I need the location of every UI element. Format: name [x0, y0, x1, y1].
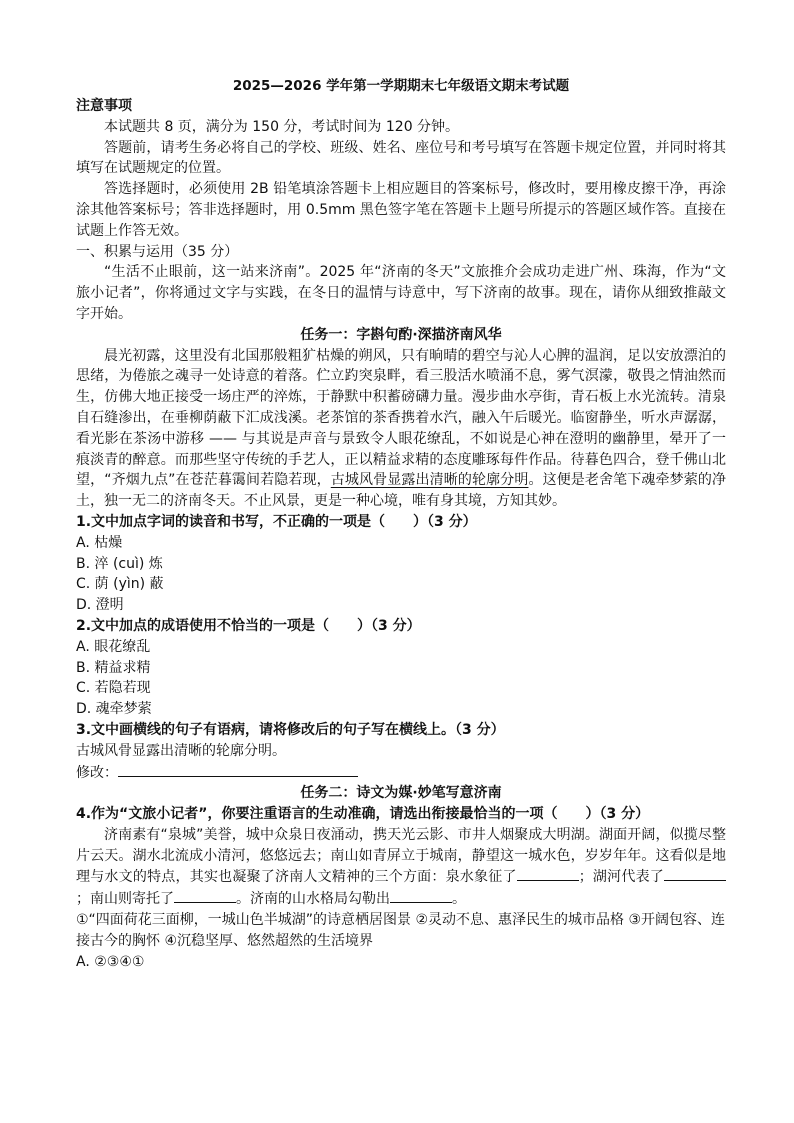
notice-item-3: 答选择题时，必须使用 2B 铅笔填涂答题卡上相应题目的答案标号，修改时，要用橡皮擦干净，再涂涂其他答案标号；答非选择题时，用 0.5mm 黑色签字笔在答题卡上题号所提示的答题区域作答。直接在试题上作答无效。 [76, 181, 726, 239]
notice-item-2: 答题前，请考生务必将自己的学校、班级、姓名、座位号和考号填写在答题卡规定位置，并同时将其填写在试题规定的位置。 [76, 139, 726, 177]
task2-heading: 任务二：诗文为媒·妙笔写意济南 [300, 785, 502, 802]
q4-text-d: 。济南的山水格局勾勒出 [236, 891, 390, 908]
notice-heading: 注意事项 [76, 98, 132, 114]
exam-title: 2025—2026 学年第一学期期末七年级语文期末考试题 [232, 78, 570, 94]
question-1-stem: 1.文中加点字词的读音和书写，不正确的一项是（ ）（3 分） [76, 513, 477, 530]
section-intro: “生活不止眼前，这一站来济南”。2025 年“济南的冬天”文旅推介会成功走进广州、珠海，作为“文旅小记者”，你将通过文字与实践，在冬日的温情与诗意中，写下济南的故事。现在，请你从细致推敲文字开始。 [76, 264, 726, 322]
question-1-option-b: B. 淬 (cuì) 炼 [76, 555, 163, 572]
q4-text-b: ；湖河代表了 [578, 869, 665, 886]
section-heading: 一、积累与运用（35 分） [76, 243, 239, 260]
passage-text-before: 晨光初露，这里没有北国那般粗犷枯燥的朔风，只有晌晴的碧空与沁人心脾的温润，足以安放漂泊的思绪，为倦旅之魂寻一处诗意的着落。伫立趵突泉畔，看三股活水喷涌不息，雾气溟濛，敬畏之情油然而生，仿佛大地正接受一场庄严的淬炼，于静默中积蓄磅礴力量。漫步曲水亭街，青石板上水光流转。清泉自石缝渗出，在垂柳荫蔽下汇成浅溪。老茶馆的茶香携着水汽，融入午后暖光。临窗静坐，听水声潺潺，看光影在茶汤中游移 —— 与其说是声音与景致令人眼花缭乱，不如说是心神在澄明的幽静里，晕开了一痕淡青的醉意。而那些坚守传统的手艺人，正以精益求精的态度雕琢每件作品。待暮色四合，登千佛山北望，“齐烟九点”在苍茫暮霭间若隐若现， [76, 347, 726, 489]
notice-item-1: 本试题共 8 页，满分为 150 分，考试时间为 120 分钟。 [104, 118, 460, 135]
question-2-option-b: B. 精益求精 [76, 659, 151, 676]
answer-blank-4[interactable] [390, 888, 452, 903]
question-3-answer-label: 修改： [76, 764, 118, 781]
q4-text-a: 济南素有“泉城”美誉，城中众泉日夜涌动，携天光云影、市井人烟聚成大明湖。湖面开阔，似揽尽整片云天。湖水北流成小清河，悠悠远去；南山如青屏立于城南，静望这一城水色，岁岁年年。这看似是地理与水文的特点，其实也凝聚了济南人文精神的三个方面：泉水象征了 [76, 826, 726, 886]
question-2-stem: 2.文中加点的成语使用不恰当的一项是（ ）（3 分） [76, 617, 421, 634]
question-3-answer-line [76, 762, 726, 784]
question-2-option-a: A. 眼花缭乱 [76, 638, 151, 655]
question-4-option-a: A. ②③④① [76, 953, 145, 970]
passage-text-after: 。这便是老舍笔下魂牵梦萦的净土，独一无二的济南冬天。不止风景，更是一种心境，唯有身其境，方知其妙。 [76, 472, 727, 510]
question-4-passage [76, 825, 726, 910]
answer-blank-2[interactable] [664, 866, 726, 881]
task1-passage [76, 346, 726, 512]
task1-heading: 任务一：字斟句酌·深描济南风华 [300, 326, 502, 343]
question-1-option-c: C. 荫 (yìn) 蔽 [76, 576, 164, 593]
question-3-sentence: 古城风骨显露出清晰的轮廓分明。 [76, 742, 286, 759]
question-2-option-d: D. 魂牵梦萦 [76, 701, 152, 718]
q4-text-e: 。 [452, 891, 466, 908]
question-4-stem: 4.作为“文旅小记者”，你要注重语言的生动准确，请选出衔接最恰当的一项（ ）（3 分） [76, 806, 650, 823]
question-2-option-c: C. 若隐若现 [76, 680, 151, 697]
question-1-option-a: A. 枯燥 [76, 534, 123, 551]
answer-blank-3[interactable] [174, 888, 236, 903]
exam-content [76, 76, 726, 972]
answer-blank[interactable] [118, 762, 358, 777]
question-1-option-d: D. 澄明 [76, 597, 124, 614]
question-3-stem: 3.文中画横线的句子有语病，请将修改后的句子写在横线上。（3 分） [76, 721, 505, 738]
q4-text-c: ；南山则寄托了 [76, 891, 174, 908]
question-4-phrases: ①“四面荷花三面柳，一城山色半城湖”的诗意栖居图景 ②灵动不息、惠泽民生的城市品格 ③开阔包容、连接古今的胸怀 ④沉稳坚厚、悠然超然的生活境界 [76, 912, 726, 949]
answer-blank-1[interactable] [517, 866, 579, 881]
underlined-sentence: 古城风骨显露出清晰的轮廓分明 [330, 472, 529, 489]
